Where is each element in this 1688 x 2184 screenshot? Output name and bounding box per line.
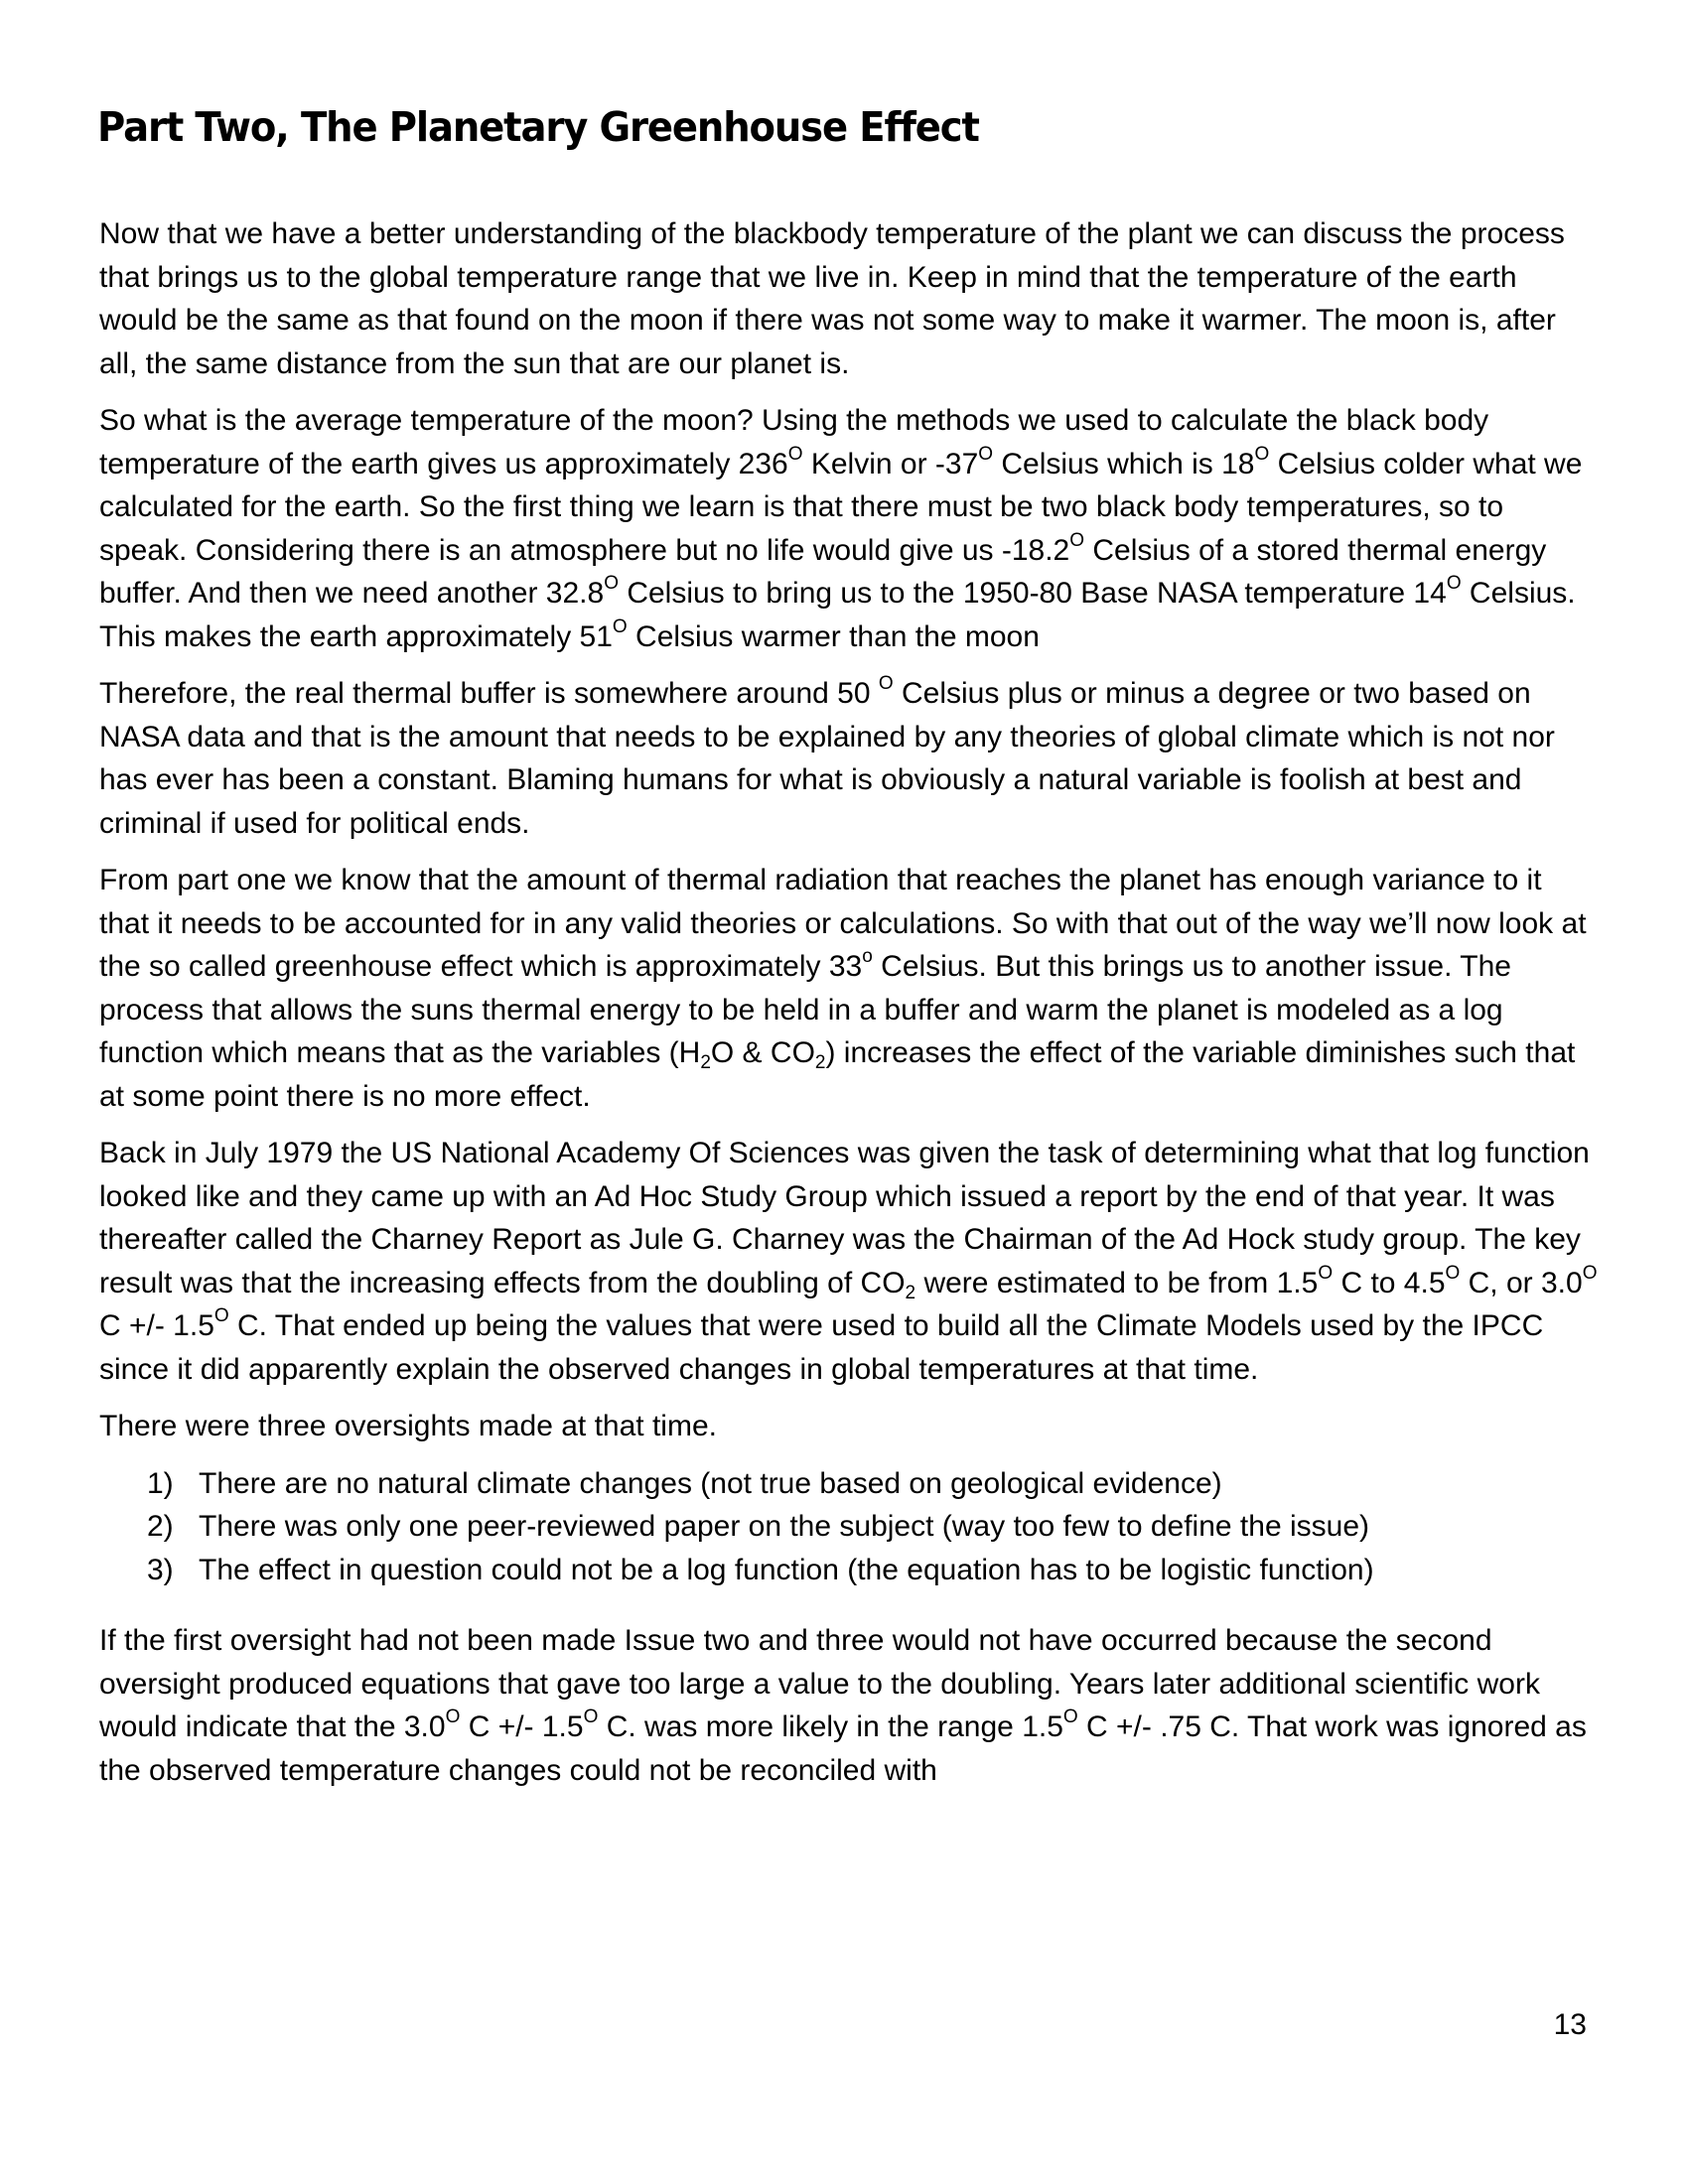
superscript: O <box>583 1706 599 1727</box>
text-run: C. That ended up being the values that were used to build all the Climate Models used by the IPCC since it did apparently explain the observed changes in global temperatures at that time. <box>99 1309 1544 1386</box>
subscript: 2 <box>700 1052 711 1073</box>
superscript: O <box>1445 1262 1461 1284</box>
text-run: Now that we have a better understanding of the blackbody temperature of the plant we can discuss the process that brings us to the global temperature range that we live in. Keep in mind that the temperature of the earth would be the same as that found on the moon if there was not some way to make it warmer. The moon is, after all, the same distance from the sun that are our planet is. <box>99 217 1565 380</box>
superscript: O <box>604 573 619 594</box>
paragraph-group <box>99 212 1599 1448</box>
text-run: C, or 3.0 <box>1460 1266 1583 1299</box>
text-run: Celsius colder what we calculated for the earth. So the first thing we learn is that there must be two black body temperatures, so to speak. Considering there is an atmosphere but no life would give us -18.2 <box>99 447 1583 567</box>
paragraph <box>99 672 1599 845</box>
text-run: C +/- .75 C. That work was ignored as the observed temperature changes could not be reconciled with <box>99 1710 1587 1787</box>
text-run: were estimated to be from 1.5 <box>915 1266 1319 1299</box>
oversights-list <box>99 1462 1599 1592</box>
paragraph <box>99 859 1599 1118</box>
superscript: O <box>1582 1262 1598 1284</box>
paragraph <box>99 1405 1599 1448</box>
superscript: O <box>1318 1262 1334 1284</box>
list-item-number: 1) <box>147 1466 174 1500</box>
document-body <box>99 212 1599 1806</box>
text-run: C +/- 1.5 <box>99 1309 214 1342</box>
text-run: Celsius. But this brings us to another issue. The process that allows the suns thermal energy to be held in a buffer and warm the planet is modeled as a log function which means that as the variables (H <box>99 950 1511 1069</box>
subscript: 2 <box>814 1052 826 1073</box>
text-run: There were three oversights made at that time. <box>99 1410 717 1442</box>
closing-paragraph <box>99 1619 1599 1792</box>
list-item <box>147 1549 1599 1592</box>
list-item-text: There are no natural climate changes (not true based on geological evidence) <box>199 1466 1222 1500</box>
list-item-text: The effect in question could not be a log function (the equation has to be logistic function) <box>199 1553 1374 1586</box>
text-run: C to 4.5 <box>1333 1266 1446 1299</box>
list-item-text: There was only one peer-reviewed paper on the subject (way too few to define the issue) <box>199 1510 1369 1543</box>
text-run: Celsius which is 18 <box>993 447 1255 480</box>
superscript: o <box>862 946 873 967</box>
text-run: Therefore, the real thermal buffer is somewhere around 50 <box>99 677 879 710</box>
page-number: 13 <box>1553 2008 1587 2041</box>
superscript: O <box>1069 529 1085 551</box>
superscript: O <box>445 1706 461 1727</box>
text-run: Celsius of a stored thermal energy buffer. And then we need another 32.8 <box>99 533 1547 610</box>
superscript: O <box>213 1305 229 1326</box>
text-run: Celsius plus or minus a degree or two based on NASA data and that is the amount that needs to be explained by any theories of global climate which is not nor has ever has been a constant. Blaming humans for what is obviously a natural variable is foolish at best and criminal if used for political ends. <box>99 677 1555 840</box>
superscript: O <box>978 443 994 465</box>
text-run: If the first oversight had not been made Issue two and three would not have occurred because the second oversight produced equations that gave too large a value to the doubling. Years later additional scientific work would indicate that the 3.0 <box>99 1624 1540 1743</box>
text-run: Celsius to bring us to the 1950-80 Base NASA temperature 14 <box>618 577 1447 610</box>
superscript: O <box>787 443 803 465</box>
text-run: Kelvin or -37 <box>802 447 979 480</box>
superscript: O <box>878 673 894 694</box>
paragraph <box>99 212 1599 385</box>
text-run: Back in July 1979 the US National Academy Of Sciences was given the task of determining what that log function looked like and they came up with an Ad Hoc Study Group which issued a report by the end of that year. It was thereafter called the Charney Report as Jule G. Charney was the Chairman of the Ad Hock study group. The key result was that the increasing effects from the doubling of CO <box>99 1137 1590 1299</box>
list-item <box>147 1505 1599 1549</box>
text-run: C. was more likely in the range 1.5 <box>598 1710 1063 1743</box>
paragraph <box>99 1132 1599 1391</box>
list-item-number: 2) <box>147 1510 174 1543</box>
text-run: C +/- 1.5 <box>460 1710 584 1743</box>
list-item-number: 3) <box>147 1553 174 1586</box>
superscript: O <box>1254 443 1270 465</box>
page-title: Part Two, The Planetary Greenhouse Effect <box>97 103 979 151</box>
list-item <box>147 1462 1599 1506</box>
superscript: O <box>612 615 628 637</box>
text-run: O & CO <box>710 1036 815 1069</box>
paragraph <box>99 399 1599 658</box>
superscript: O <box>1062 1706 1078 1727</box>
text-run: ) increases the effect of the variable diminishes such that at some point there is no more effect. <box>99 1036 1576 1113</box>
text-run: So what is the average temperature of the moon? Using the methods we used to calculate the black body temperature of the earth gives us approximately 236 <box>99 404 1489 480</box>
subscript: 2 <box>905 1282 916 1303</box>
superscript: O <box>1446 573 1462 594</box>
text-run: From part one we know that the amount of thermal radiation that reaches the planet has enough variance to it that it needs to be accounted for in any valid theories or calculations. So with that out of the way we’ll now look at the so called greenhouse effect which is approximately 33 <box>99 864 1587 983</box>
text-run: Celsius warmer than the moon <box>627 619 1040 653</box>
text-run: Celsius. This makes the earth approximately 51 <box>99 577 1576 653</box>
